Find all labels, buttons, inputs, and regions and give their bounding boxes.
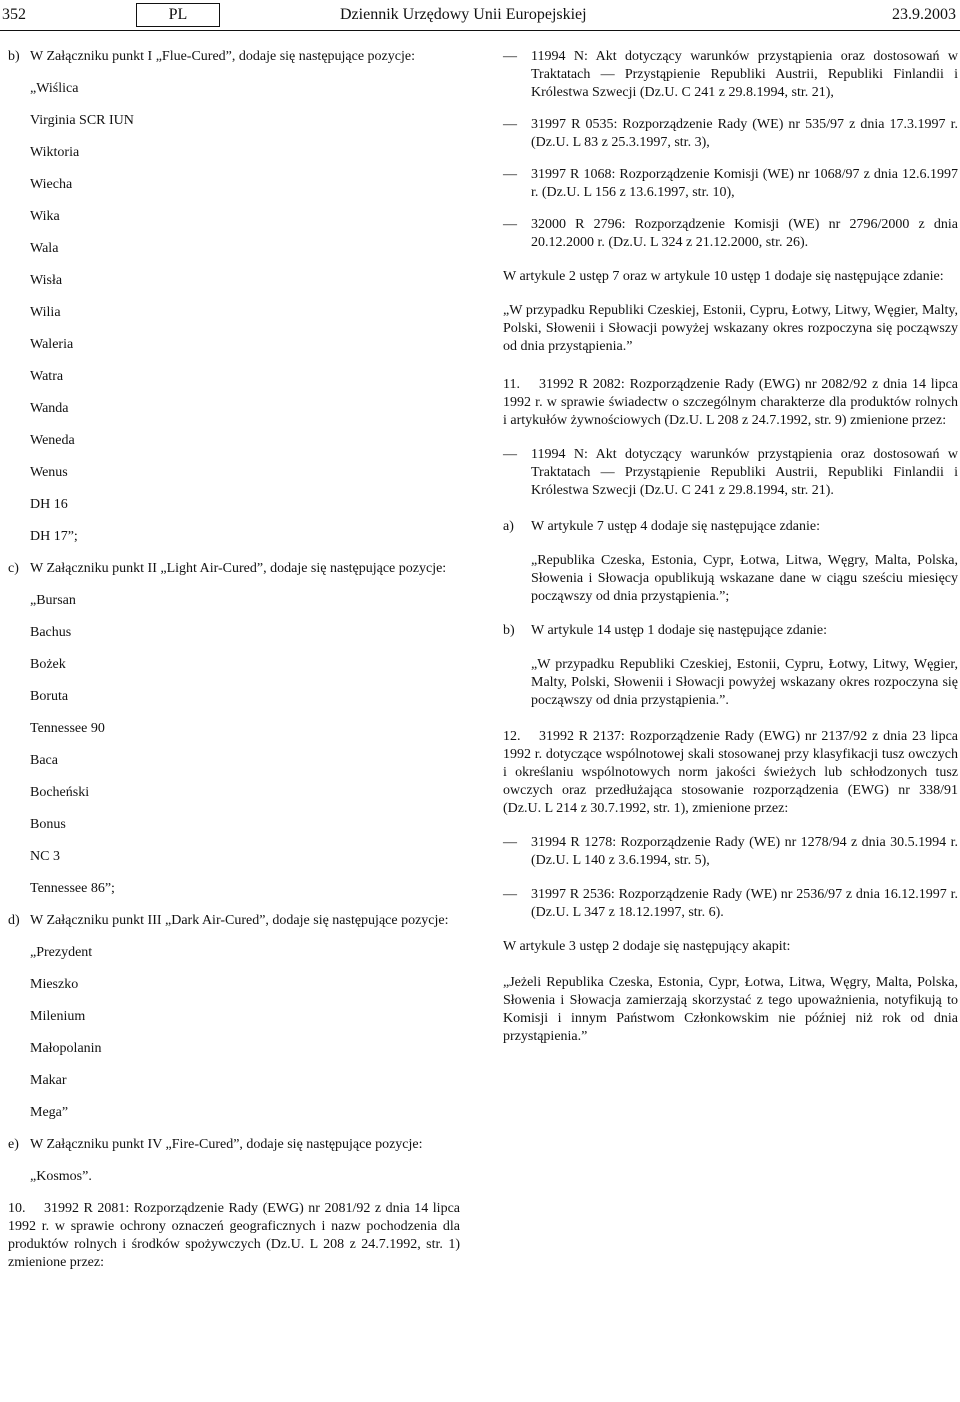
ref-item	[503, 216, 958, 252]
quoted-sentence: „Jeżeli Republika Czeska, Estonia, Cypr, Łotwa, Litwa, Węgry, Malta, Polska, Słowenia i Słowacja zamierzają skorzystać z tego upoważnienia, notyfikują to Komisji i innym Państwom Członkowskim nie później niż rok od dnia przystąpienia.”	[503, 975, 958, 1044]
list-item: „Bursan	[30, 593, 76, 608]
right-column	[503, 48, 958, 1046]
list-item: Tennessee 86”;	[30, 881, 115, 896]
paragraph-11-text: 31992 R 2082: Rozporządzenie Rady (EWG) nr 2082/92 z dnia 14 lipca 1992 r. w sprawie świadectw o szczególnym charakterze dla produktów rolnych i artykułów żywnościowych (Dz.U. L 208 z 24.7.1992, str. 9) zmienione przez:	[503, 377, 958, 428]
list-item: Wika	[30, 209, 60, 224]
dash-mark: —	[503, 835, 517, 850]
ref-text: 31997 R 0535: Rozporządzenie Rady (WE) nr 535/97 z dnia 17.3.1997 r. (Dz.U. L 83 z 25.3.1997, str. 3),	[531, 117, 958, 150]
paragraph-12	[503, 728, 958, 818]
list-item: Bonus	[30, 817, 66, 832]
section-c-list	[8, 592, 460, 898]
section-e	[8, 1136, 460, 1154]
ref-item	[503, 446, 958, 500]
list-item: Wenus	[30, 465, 68, 480]
list-item: Weneda	[30, 433, 75, 448]
list-item: Tennessee 90	[30, 721, 105, 736]
ref-item	[503, 116, 958, 152]
dash-mark: —	[503, 217, 517, 232]
list-item: Mega”	[30, 1105, 69, 1120]
section-d-list	[8, 944, 460, 1122]
subsection-a-label: a)	[503, 519, 514, 534]
ref-text: 31997 R 2536: Rozporządzenie Rady (WE) nr 2536/97 z dnia 16.12.1997 r. (Dz.U. L 347 z 18.12.1997, str. 6).	[531, 887, 958, 920]
paragraph-12-text: 31992 R 2137: Rozporządzenie Rady (EWG) nr 2137/92 z dnia 23 lipca 1992 r. dotyczące wspólnotowej skali stosowanej przy klasyfikacji tusz owczych i określaniu wspólnotowych norm jakości świeżych lub schłodzonych tusz owczych oraz przedłużająca stosowanie rozporządzenia (EWG) nr 338/91 (Dz.U. L 214 z 30.7.1992, str. 1), zmienione przez:	[503, 729, 958, 816]
list-item: Wanda	[30, 401, 69, 416]
subsection-b-text: W artykule 14 ustęp 1 dodaje się następujące zdanie:	[531, 623, 827, 638]
list-item: Wilia	[30, 305, 61, 320]
dash-mark: —	[503, 49, 517, 64]
left-column	[8, 48, 460, 1272]
list-item: DH 16	[30, 497, 68, 512]
section-e-label: e)	[8, 1137, 19, 1152]
dash-mark: —	[503, 167, 517, 182]
list-item: Wala	[30, 241, 59, 256]
page-header	[0, 0, 960, 32]
ref-text: 11994 N: Akt dotyczący warunków przystąpienia oraz dostosowań w Traktatach — Przystąpienie Republiki Austrii, Republiki Finlandii i Królestwa Szwecji (Dz.U. C 241 z 29.8.1994, str. 21).	[531, 447, 958, 498]
dash-mark: —	[503, 447, 517, 462]
language-box: PL	[136, 3, 220, 27]
list-item: Wiktoria	[30, 145, 80, 160]
list-item: Wisła	[30, 273, 63, 288]
section-b-text: W Załączniku punkt I „Flue-Cured”, dodaje się następujące pozycje:	[30, 49, 415, 64]
ref-text: 31994 R 1278: Rozporządzenie Rady (WE) nr 1278/94 z dnia 30.5.1994 r. (Dz.U. L 140 z 3.6.1994, str. 5),	[531, 835, 958, 868]
section-c-label: c)	[8, 561, 19, 576]
paragraph-11	[503, 376, 958, 430]
list-item: Bocheński	[30, 785, 90, 800]
section-e-list	[8, 1168, 460, 1186]
subsection-b-label: b)	[503, 623, 515, 638]
list-item: Makar	[30, 1073, 67, 1088]
section-b	[8, 48, 460, 66]
section-d	[8, 912, 460, 930]
list-item: DH 17”;	[30, 529, 78, 544]
section-c-text: W Załączniku punkt II „Light Air-Cured”, dodaje się następujące pozycje:	[30, 561, 447, 576]
list-item: Mieszko	[30, 977, 79, 992]
list-item: Bachus	[30, 625, 72, 640]
journal-title: Dziennik Urzędowy Unii Europejskiej	[340, 6, 587, 23]
header-rule	[0, 30, 960, 31]
page-number: 352	[2, 6, 26, 23]
dash-mark: —	[503, 887, 517, 902]
section-d-label: d)	[8, 913, 20, 928]
paragraph-11-number: 11.	[503, 377, 520, 392]
list-item: „Wiślica	[30, 81, 79, 96]
article-intro: W artykule 2 ustęp 7 oraz w artykule 10 ustęp 1 dodaje się następujące zdanie:	[503, 269, 944, 284]
publication-date: 23.9.2003	[892, 6, 956, 23]
subsection-a-text: W artykule 7 ustęp 4 dodaje się następujące zdanie:	[531, 519, 820, 534]
paragraph-10-number: 10.	[8, 1201, 26, 1216]
paragraph-10	[8, 1200, 460, 1272]
article-intro: W artykule 3 ustęp 2 dodaje się następujący akapit:	[503, 939, 791, 954]
list-item: Waleria	[30, 337, 74, 352]
list-item: NC 3	[30, 849, 60, 864]
list-item: Virginia SCR IUN	[30, 113, 134, 128]
section-e-text: W Załączniku punkt IV „Fire-Cured”, dodaje się następujące pozycje:	[30, 1137, 423, 1152]
list-item: Bożek	[30, 657, 66, 672]
section-c	[8, 560, 460, 578]
list-item: „Prezydent	[30, 945, 93, 960]
ref-item	[503, 48, 958, 102]
ref-item	[503, 166, 958, 202]
list-item: Milenium	[30, 1009, 86, 1024]
section-b-label: b)	[8, 49, 20, 64]
list-item: Wiecha	[30, 177, 73, 192]
list-item: Małopolanin	[30, 1041, 102, 1056]
quoted-sentence: „W przypadku Republiki Czeskiej, Estonii, Cypru, Łotwy, Litwy, Węgier, Malty, Polski, Słowenii i Słowacji powyżej wskazany okres rozpoczyna się począwszy od dnia przystąpienia.”.	[531, 657, 958, 708]
quoted-sentence: „Republika Czeska, Estonia, Cypr, Łotwa, Litwa, Węgry, Malta, Polska, Słowenia i Słowacja opublikują wskazane dane w ciągu sześciu miesięcy począwszy od dnia przystąpienia.”;	[531, 553, 958, 604]
section-b-list	[8, 80, 460, 546]
list-item: Watra	[30, 369, 64, 384]
list-item: Baca	[30, 753, 58, 768]
ref-text: 32000 R 2796: Rozporządzenie Komisji (WE) nr 2796/2000 z dnia 20.12.2000 r. (Dz.U. L 324 z 21.12.2000, str. 26).	[531, 217, 958, 250]
ref-text: 11994 N: Akt dotyczący warunków przystąpienia oraz dostosowań w Traktatach — Przystąpienie Republiki Austrii, Republiki Finlandii i Królestwa Szwecji (Dz.U. C 241 z 29.8.1994, str. 21),	[531, 49, 958, 100]
paragraph-12-number: 12.	[503, 729, 521, 744]
list-item: Boruta	[30, 689, 69, 704]
ref-item	[503, 834, 958, 870]
ref-text: 31997 R 1068: Rozporządzenie Komisji (WE) nr 1068/97 z dnia 12.6.1997 r. (Dz.U. L 156 z 13.6.1997, str. 10),	[531, 167, 958, 200]
subsection-b	[503, 622, 958, 640]
list-item: „Kosmos”.	[30, 1169, 92, 1184]
ref-item	[503, 886, 958, 922]
dash-mark: —	[503, 117, 517, 132]
quoted-sentence: „W przypadku Republiki Czeskiej, Estonii, Cypru, Łotwy, Litwy, Węgier, Malty, Polski, Słowenii i Słowacji powyżej wskazany okres rozpoczyna się począwszy od dnia przystąpienia.”	[503, 303, 958, 354]
section-d-text: W Załączniku punkt III „Dark Air-Cured”, dodaje się następujące pozycje:	[30, 913, 449, 928]
paragraph-10-text: 31992 R 2081: Rozporządzenie Rady (EWG) nr 2081/92 z dnia 14 lipca 1992 r. w sprawie ochrony oznaczeń geograficznych i nazw pochodzenia dla produktów rolnych i środków spożywczych (Dz.U. L 208 z 24.7.1992, str. 1) zmienione przez:	[8, 1201, 460, 1270]
subsection-a	[503, 518, 958, 536]
